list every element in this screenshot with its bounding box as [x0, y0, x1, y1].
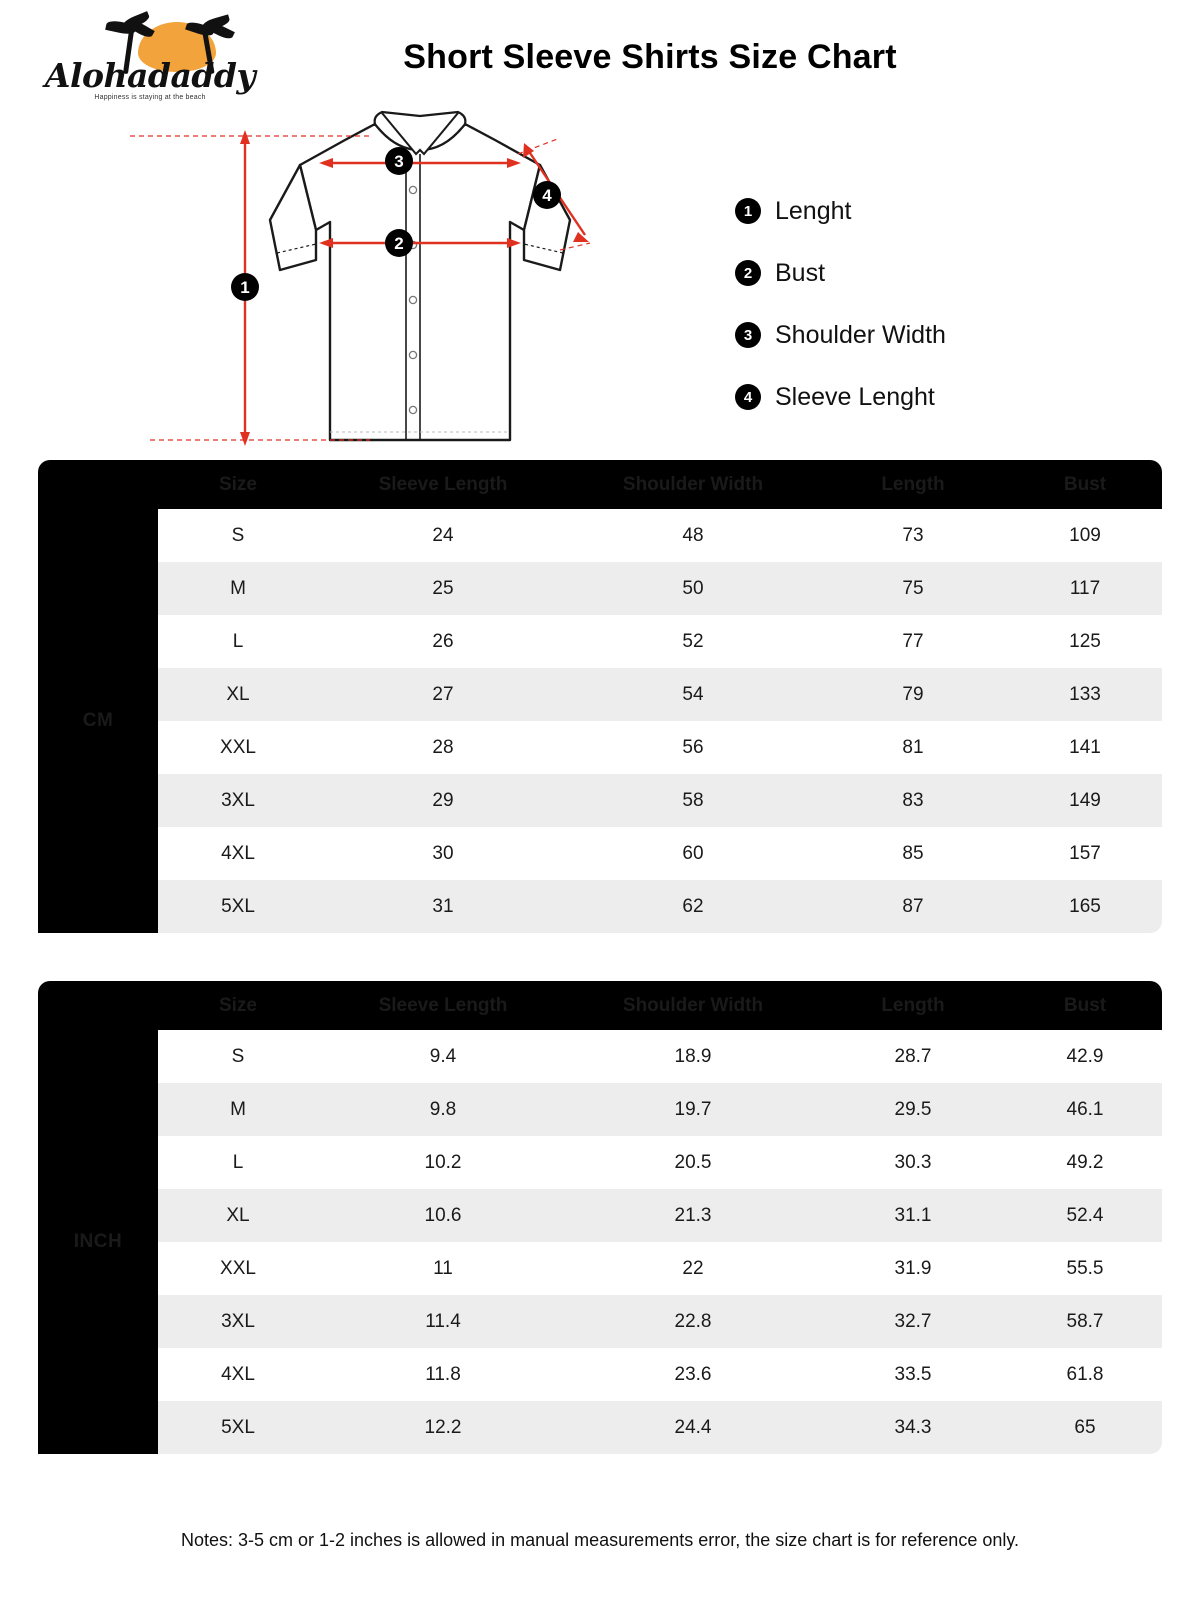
- cell-shoulder-width: 58: [568, 774, 818, 827]
- legend-bullet-3-icon: 3: [735, 322, 761, 348]
- cell-bust: 65: [1008, 1401, 1162, 1454]
- cell-shoulder-width: 22: [568, 1242, 818, 1295]
- table-row: [38, 827, 1162, 880]
- cell-bust: 46.1: [1008, 1083, 1162, 1136]
- cell-size: S: [158, 509, 318, 562]
- column-header-length: Length: [818, 460, 1008, 509]
- cell-sleeve-length: 24: [318, 509, 568, 562]
- cell-sleeve-length: 11: [318, 1242, 568, 1295]
- table-row: [38, 1401, 1162, 1454]
- cell-sleeve-length: 31: [318, 880, 568, 933]
- unit-header-cell: [38, 981, 158, 1030]
- size-table-cm: [38, 460, 1162, 933]
- cell-bust: 125: [1008, 615, 1162, 668]
- column-header-size: Size: [158, 981, 318, 1030]
- cell-shoulder-width: 23.6: [568, 1348, 818, 1401]
- cell-sleeve-length: 30: [318, 827, 568, 880]
- table-row: [38, 1242, 1162, 1295]
- cell-bust: 49.2: [1008, 1136, 1162, 1189]
- cell-length: 30.3: [818, 1136, 1008, 1189]
- cell-bust: 109: [1008, 509, 1162, 562]
- table-row: [38, 1136, 1162, 1189]
- column-header-length: Length: [818, 981, 1008, 1030]
- legend-label-sleeve-length: Sleeve Lenght: [775, 382, 935, 411]
- legend-label-bust: Bust: [775, 258, 826, 287]
- cell-size: XL: [158, 668, 318, 721]
- page-header: [0, 0, 1200, 110]
- cell-sleeve-length: 26: [318, 615, 568, 668]
- column-header-bust: Bust: [1008, 460, 1162, 509]
- shirt-illustration: [120, 110, 720, 450]
- table-row: [38, 774, 1162, 827]
- legend-bullet-4-icon: 4: [735, 384, 761, 410]
- brand-logo: [30, 12, 270, 102]
- marker-2-bust: [385, 229, 413, 257]
- unit-label-inch: INCH: [38, 1030, 158, 1454]
- cell-size: 5XL: [158, 880, 318, 933]
- legend-bullet-2-icon: 2: [735, 260, 761, 286]
- cell-shoulder-width: 60: [568, 827, 818, 880]
- cell-size: 5XL: [158, 1401, 318, 1454]
- table-row: [38, 1295, 1162, 1348]
- column-header-bust: Bust: [1008, 981, 1162, 1030]
- legend: [735, 180, 946, 428]
- legend-item-sleeve-length: [735, 366, 946, 428]
- cell-length: 31.9: [818, 1242, 1008, 1295]
- marker-3-shoulder: [385, 147, 413, 175]
- cell-size: M: [158, 562, 318, 615]
- cell-sleeve-length: 28: [318, 721, 568, 774]
- cell-length: 34.3: [818, 1401, 1008, 1454]
- cell-bust: 58.7: [1008, 1295, 1162, 1348]
- cell-shoulder-width: 21.3: [568, 1189, 818, 1242]
- cell-length: 79: [818, 668, 1008, 721]
- cell-length: 77: [818, 615, 1008, 668]
- table-row: [38, 615, 1162, 668]
- cell-length: 81: [818, 721, 1008, 774]
- cell-length: 29.5: [818, 1083, 1008, 1136]
- cell-sleeve-length: 11.4: [318, 1295, 568, 1348]
- svg-text:1: 1: [240, 278, 250, 297]
- svg-text:2: 2: [394, 234, 404, 253]
- column-header-size: Size: [158, 460, 318, 509]
- size-table-cm-block: [38, 460, 1162, 933]
- legend-item-bust: [735, 242, 946, 304]
- marker-4-sleeve: [533, 181, 561, 209]
- cell-size: L: [158, 1136, 318, 1189]
- cell-shoulder-width: 62: [568, 880, 818, 933]
- size-table-inch-block: [38, 981, 1162, 1454]
- measurement-diagram: [0, 110, 1200, 450]
- cell-sleeve-length: 29: [318, 774, 568, 827]
- cell-sleeve-length: 25: [318, 562, 568, 615]
- cell-shoulder-width: 48: [568, 509, 818, 562]
- legend-item-length: [735, 180, 946, 242]
- cell-shoulder-width: 56: [568, 721, 818, 774]
- cell-length: 32.7: [818, 1295, 1008, 1348]
- cell-shoulder-width: 18.9: [568, 1030, 818, 1083]
- cell-shoulder-width: 54: [568, 668, 818, 721]
- cell-bust: 157: [1008, 827, 1162, 880]
- cell-size: 3XL: [158, 1295, 318, 1348]
- unit-label-cm: CM: [38, 509, 158, 933]
- cell-shoulder-width: 20.5: [568, 1136, 818, 1189]
- table-header-row: [38, 460, 1162, 509]
- legend-label-length: Lenght: [775, 196, 852, 225]
- cell-length: 33.5: [818, 1348, 1008, 1401]
- cell-length: 73: [818, 509, 1008, 562]
- table-header-row: [38, 981, 1162, 1030]
- cell-shoulder-width: 50: [568, 562, 818, 615]
- cell-length: 85: [818, 827, 1008, 880]
- cell-sleeve-length: 11.8: [318, 1348, 568, 1401]
- cell-bust: 141: [1008, 721, 1162, 774]
- cell-bust: 133: [1008, 668, 1162, 721]
- size-table-inch: [38, 981, 1162, 1454]
- cell-size: XL: [158, 1189, 318, 1242]
- svg-text:3: 3: [394, 152, 404, 171]
- table-row: [38, 562, 1162, 615]
- column-header-sleeve-length: Sleeve Length: [318, 460, 568, 509]
- column-header-shoulder-width: Shoulder Width: [568, 460, 818, 509]
- cell-shoulder-width: 52: [568, 615, 818, 668]
- cell-bust: 52.4: [1008, 1189, 1162, 1242]
- cell-sleeve-length: 9.8: [318, 1083, 568, 1136]
- cell-sleeve-length: 27: [318, 668, 568, 721]
- table-row: [38, 509, 1162, 562]
- column-header-shoulder-width: Shoulder Width: [568, 981, 818, 1030]
- table-row: [38, 1189, 1162, 1242]
- cell-size: 4XL: [158, 827, 318, 880]
- cell-length: 87: [818, 880, 1008, 933]
- cell-bust: 165: [1008, 880, 1162, 933]
- legend-item-shoulder-width: [735, 304, 946, 366]
- cell-bust: 149: [1008, 774, 1162, 827]
- brand-tagline: Happiness is staying at the beach: [94, 94, 206, 101]
- cell-sleeve-length: 9.4: [318, 1030, 568, 1083]
- table-row: [38, 880, 1162, 933]
- cell-size: S: [158, 1030, 318, 1083]
- cell-length: 75: [818, 562, 1008, 615]
- column-header-sleeve-length: Sleeve Length: [318, 981, 568, 1030]
- page-title: Short Sleeve Shirts Size Chart: [403, 38, 897, 76]
- cell-bust: 117: [1008, 562, 1162, 615]
- cell-size: XXL: [158, 721, 318, 774]
- cell-size: 3XL: [158, 774, 318, 827]
- cell-shoulder-width: 22.8: [568, 1295, 818, 1348]
- cell-sleeve-length: 10.2: [318, 1136, 568, 1189]
- cell-bust: 61.8: [1008, 1348, 1162, 1401]
- table-row: [38, 1083, 1162, 1136]
- marker-1-length: [231, 273, 259, 301]
- legend-bullet-1-icon: 1: [735, 198, 761, 224]
- cell-bust: 42.9: [1008, 1030, 1162, 1083]
- cell-sleeve-length: 10.6: [318, 1189, 568, 1242]
- table-row: [38, 721, 1162, 774]
- cell-size: M: [158, 1083, 318, 1136]
- cell-bust: 55.5: [1008, 1242, 1162, 1295]
- cell-sleeve-length: 12.2: [318, 1401, 568, 1454]
- legend-label-shoulder-width: Shoulder Width: [775, 320, 946, 349]
- cell-size: 4XL: [158, 1348, 318, 1401]
- table-row: [38, 1030, 1162, 1083]
- brand-name: Alohadaddy: [44, 56, 256, 95]
- cell-size: XXL: [158, 1242, 318, 1295]
- notes-text: Notes: 3-5 cm or 1-2 inches is allowed in manual measurements error, the size chart is for reference only.: [180, 1530, 1020, 1550]
- cell-length: 31.1: [818, 1189, 1008, 1242]
- table-row: [38, 668, 1162, 721]
- cell-shoulder-width: 19.7: [568, 1083, 818, 1136]
- cell-shoulder-width: 24.4: [568, 1401, 818, 1454]
- table-row: [38, 1348, 1162, 1401]
- cell-length: 83: [818, 774, 1008, 827]
- cell-length: 28.7: [818, 1030, 1008, 1083]
- unit-header-cell: [38, 460, 158, 509]
- cell-size: L: [158, 615, 318, 668]
- svg-text:4: 4: [542, 186, 552, 205]
